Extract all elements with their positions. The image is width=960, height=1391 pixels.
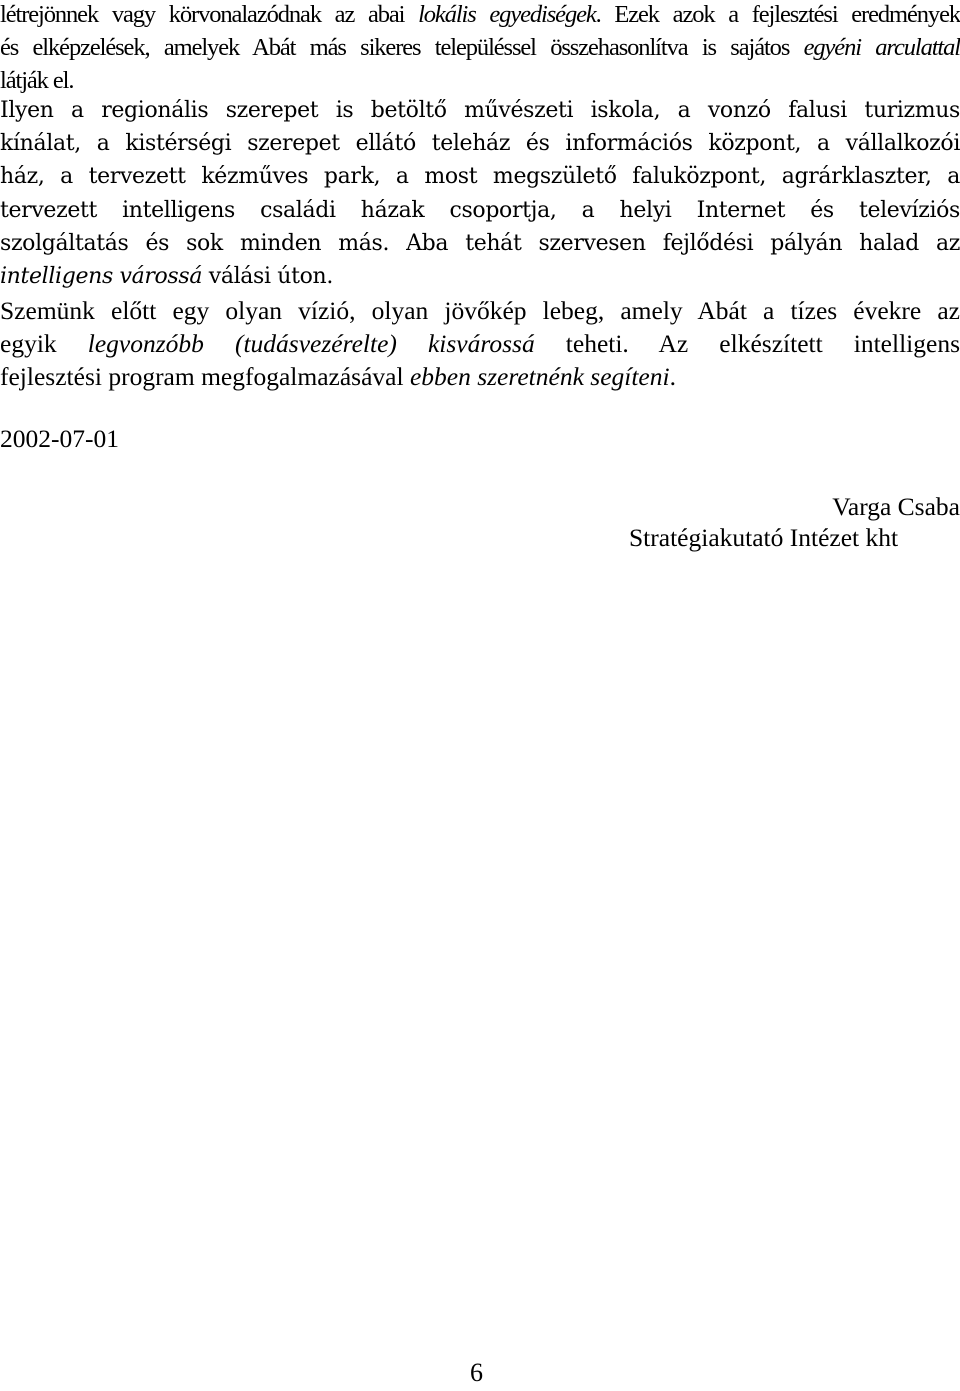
text-line: tervezett intelligens családi házak csoportja, a helyi Internet és televíziós bbox=[0, 197, 960, 223]
signature-organization: Stratégiakutató Intézet kht bbox=[629, 523, 899, 552]
body-paragraph bbox=[0, 94, 960, 293]
emphasis: lokális egyediségek bbox=[418, 1, 596, 28]
text-line: kínálat, a kistérségi szerepet ellátó teleház és információs központ, a vállalkozói bbox=[0, 131, 960, 157]
text-line: látják el. bbox=[0, 67, 74, 94]
vision-paragraph bbox=[0, 294, 960, 393]
emphasis: legvonzóbb (tudásvezérelte) kisvárossá bbox=[87, 329, 535, 358]
text-line: egyik legvonzóbb (tudásvezérelte) kisvárossá teheti. Az elkészített intelligens bbox=[0, 329, 960, 358]
text-line: intelligens várossá válási úton. bbox=[0, 264, 333, 290]
text-line: szolgáltatás és sok minden más. Aba tehát szervesen fejlődési pályán halad az bbox=[0, 230, 960, 256]
document-date: 2002-07-01 bbox=[0, 424, 119, 453]
text-line: Szemünk előtt egy olyan vízió, olyan jövőkép lebeg, amely Abát a tízes évekre az bbox=[0, 296, 960, 325]
text-line: és elképzelések, amelyek Abát más sikeres településsel összehasonlítva is sajátos egyéni arculattal bbox=[0, 34, 960, 61]
emphasis: ebben szeretnénk segíteni bbox=[409, 362, 670, 391]
text-line: létrejönnek vagy körvonalazódnak az abai lokális egyediségek. Ezek azok a fejlesztési eredmények bbox=[0, 1, 960, 28]
text-line: ház, a tervezett kézműves park, a most megszülető faluközpont, agrárklaszter, a bbox=[0, 164, 960, 190]
text-line: fejlesztési program megfogalmazásával ebben szeretnénk segíteni. bbox=[0, 362, 676, 391]
signature-name: Varga Csaba bbox=[832, 492, 960, 521]
text-line: Ilyen a regionális szerepet is betöltő művészeti iskola, a vonzó falusi turizmus bbox=[0, 98, 960, 123]
intro-paragraph bbox=[0, 0, 960, 97]
emphasis: intelligens várossá bbox=[0, 264, 203, 290]
emphasis: egyéni arculattal bbox=[803, 34, 960, 61]
page-number: 6 bbox=[470, 1358, 483, 1387]
